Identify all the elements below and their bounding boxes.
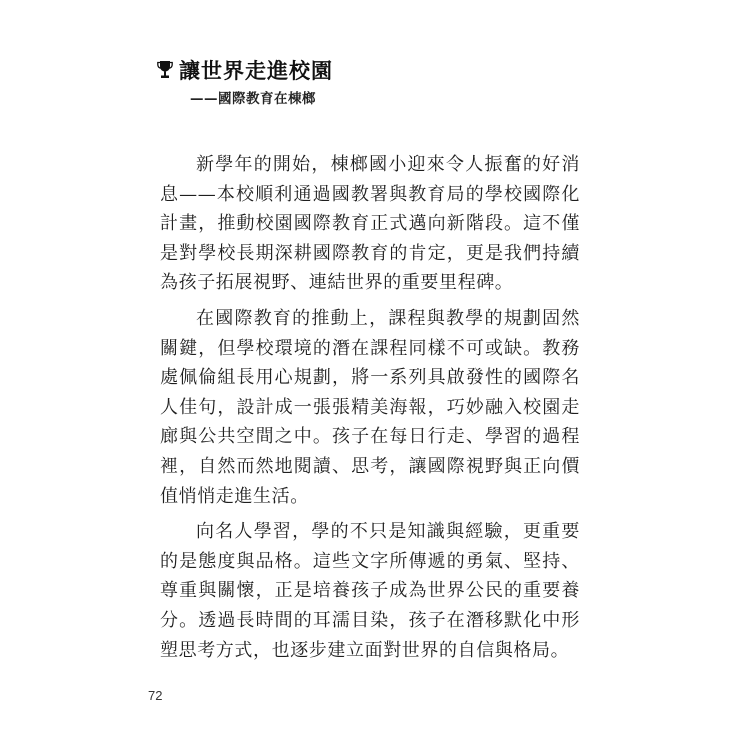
paragraph: 向名人學習，學的不只是知識與經驗，更重要的是態度與品格。這些文字所傳遞的勇氣、堅持、尊重與關懷，正是培養孩子成為世界公民的重要養分。透過長時間的耳濡目染，孩子在潛移默化中形塑思考方式，也逐步建立面對世界的自信與格局。 bbox=[160, 521, 580, 661]
paragraph: 在國際教育的推動上，課程與教學的規劃固然關鍵，但學校環境的潛在課程同樣不可或缺。教務處佩倫組長用心規劃，將一系列具啟發性的國際名人佳句，設計成一張張精美海報，巧妙融入校園走廊與公共空間之中。孩子在每日行走、學習的過程裡，自然而然地閱讀、思考，讓國際視野與正向價值悄悄走進生活。 bbox=[160, 307, 580, 507]
article-body bbox=[160, 150, 580, 671]
page-number: 72 bbox=[148, 688, 163, 703]
page-subtitle: ——國際教育在棟榔 bbox=[190, 91, 316, 107]
paragraph: 新學年的開始，棟榔國小迎來令人振奮的好消息——本校順利通過國教署與教育局的學校國際化計畫，推動校園國際教育正式邁向新階段。這不僅是對學校長期深耕國際教育的肯定，更是我們持續為孩子拓展視野、連結世界的重要里程碑。 bbox=[160, 154, 580, 294]
page-title: 讓世界走進校園 bbox=[179, 59, 333, 83]
article-heading bbox=[157, 55, 333, 85]
trophy-icon bbox=[157, 60, 173, 80]
